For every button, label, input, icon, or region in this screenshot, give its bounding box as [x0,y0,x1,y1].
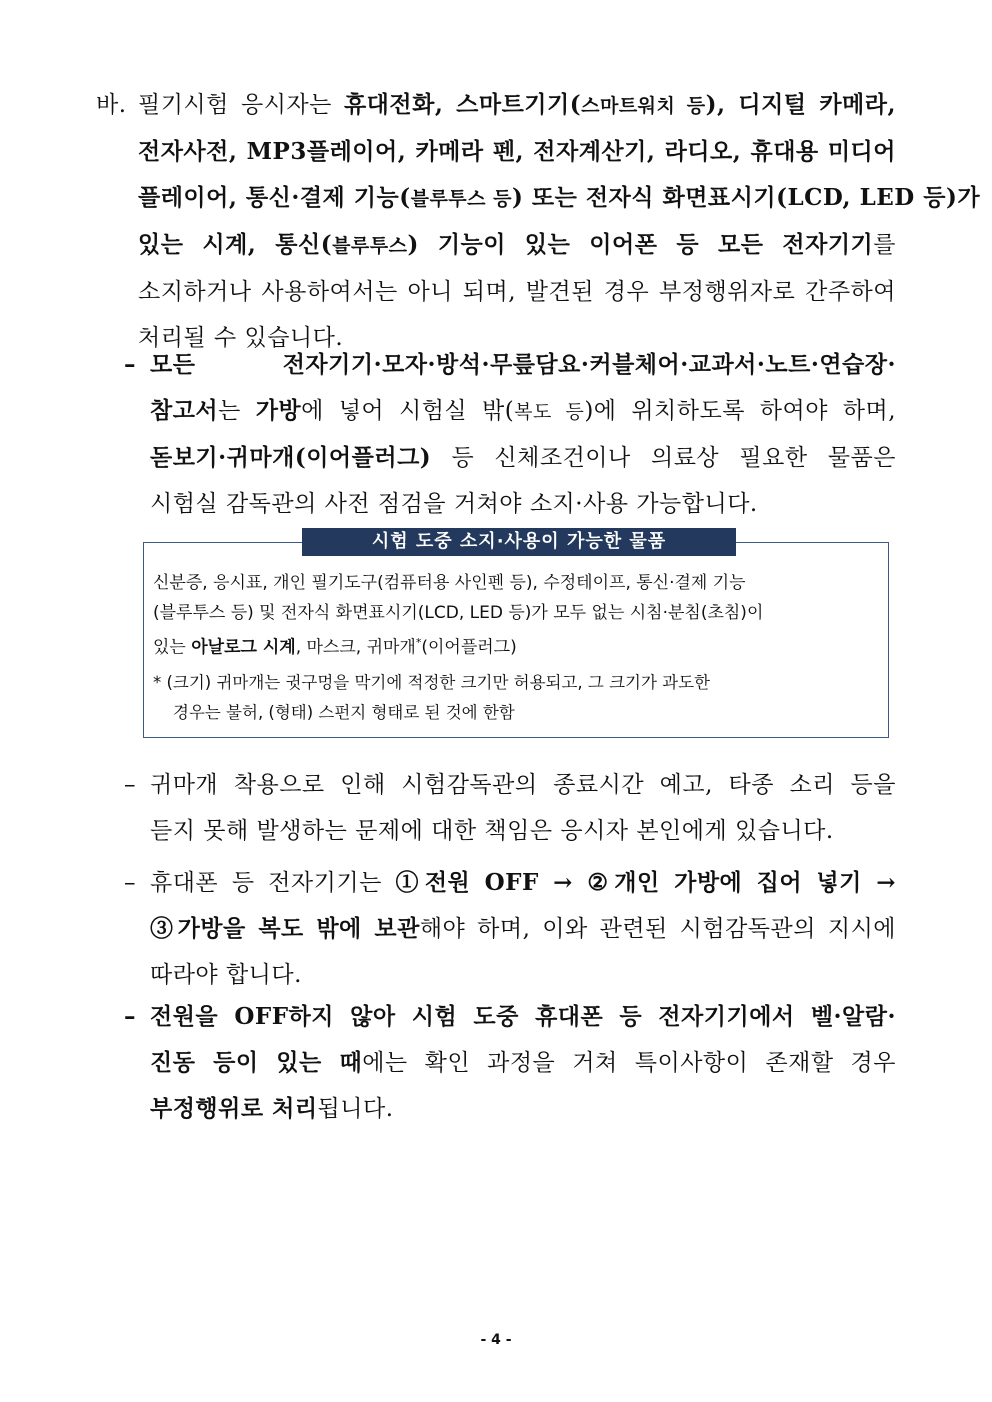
section-ba-line-2: 전자사전, MP3플레이어, 카메라 펜, 전자계산기, 라디오, 휴대용 미디어 [138,138,896,165]
bullet-2-line-1: – 귀마개 착용으로 인해 시험감독관의 종료시간 예고, 타종 소리 등을 [96,762,896,808]
section-ba-line-4: 있는 시계, 통신(블루투스) 기능이 있는 이어폰 등 모든 전자기기를 [138,231,896,258]
bullet-2-line-2: 듣지 못해 발생하는 문제에 대한 책임은 응시자 본인에게 있습니다. [150,818,834,844]
box-line-3: 있는 아날로그 시계, 마스크, 귀마개*(이어플러그) [153,636,517,658]
dash-marker: – [124,870,136,896]
allowed-items-title: 시험 도중 소지·사용이 가능한 물품 [302,528,736,556]
bullet-2 [96,762,896,854]
bullet-4 [96,994,896,1132]
bullet-1-line-3: 돋보기·귀마개(이어플러그) 등 신체조건이나 의료상 필요한 물품은 [150,444,896,471]
bullet-3 [96,860,896,998]
allowed-items-note [153,668,881,728]
note-line-2: 경우는 불허, (형태) 스펀지 형태로 된 것에 한함 [173,703,515,722]
note-line-1: * (크기) 귀마개는 귓구멍을 막기에 적정한 크기만 허용되고, 그 크기가 과도한 [153,673,710,692]
section-ba-line-6: 처리될 수 있습니다. [138,325,344,351]
bullet-1-line-4: 시험실 감독관의 사전 점검을 거쳐야 소지·사용 가능합니다. [150,491,758,517]
section-ba-line-1: 바. 필기시험 응시자는 휴대전화, 스마트기기(스마트워치 등), 디지털 카메라, [96,82,896,129]
dash-marker: – [124,351,136,378]
allowed-items-text [153,568,881,663]
bullet-1 [96,342,896,527]
section-ba-line-3: 플레이어, 통신·결제 기능(블루투스 등) 또는 전자식 화면표시기(LCD, LED 등)가 [138,184,981,211]
dash-marker: – [124,772,136,798]
section-marker: 바. [96,92,127,118]
bullet-4-line-1: – 전원을 OFF하지 않아 시험 도중 휴대폰 등 전자기기에서 벨·알람· [96,994,896,1040]
bullet-1-line-1: – 모든 전자기기·모자·방석·무릎담요·커블체어·교과서·노트·연습장· [96,342,896,388]
page-number: - 4 - [480,1332,512,1348]
bullet-4-line-3: 부정행위로 처리됩니다. [150,1095,394,1122]
box-line-1: 신분증, 응시표, 개인 필기도구(컴퓨터용 사인펜 등), 수정테이프, 통신·결제 기능 [153,573,746,593]
bullet-3-line-1: – 휴대폰 등 전자기기는 ①전원 OFF → ②개인 가방에 집어 넣기 → [96,860,896,906]
bullet-1-line-2: 참고서는 가방에 넣어 시험실 밖(복도 등)에 위치하도록 하여야 하며, [150,397,897,424]
dash-marker: – [124,1003,136,1030]
section-ba-line-5: 소지하거나 사용하여서는 아니 되며, 발견된 경우 부정행위자로 간주하여 [138,279,896,305]
box-line-2: (블루투스 등) 및 전자식 화면표시기(LCD, LED 등)가 모두 없는 시침·분침(초침)이 [153,603,764,623]
bullet-3-line-3: 따라야 합니다. [150,962,302,988]
bullet-3-line-2: ③가방을 복도 밖에 보관해야 하며, 이와 관련된 시험감독관의 지시에 [150,915,897,942]
section-ba [96,82,981,361]
bullet-4-line-2: 진동 등이 있는 때에는 확인 과정을 거쳐 특이사항이 존재할 경우 [150,1049,896,1076]
